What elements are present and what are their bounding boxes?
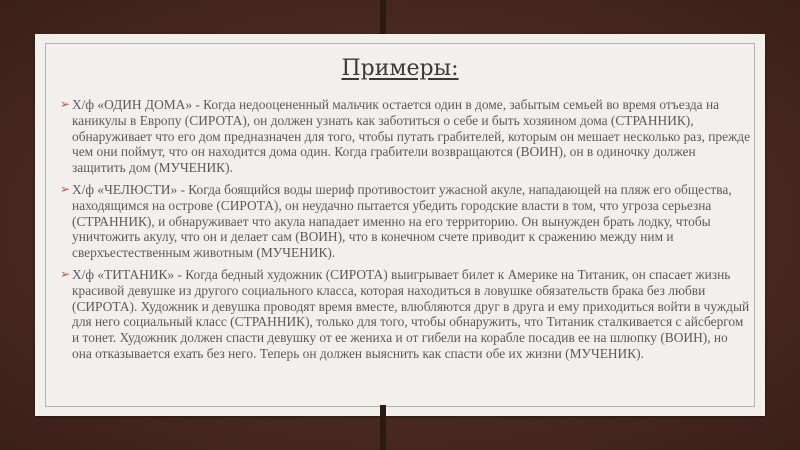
bullet-arrow-icon: ➢ bbox=[60, 181, 71, 196]
paragraph-text: Х/ф «ОДИН ДОМА» - Когда недооцененный мальчик остается один в доме, забытым семьей во время отъезда на каникулы в Европу (СИРОТА), он должен узнать как заботиться о себе и быть хозяином дома (СТРАННИК), обнаруживает что его дом предназначен для того, чтобы путать грабителей, которым он мешает несколько раз, прежде чем они поймут, что он находится дома один. Когда грабители возвращаются (ВОИН), он в одиночку должен защитить дом (МУЧЕНИК). bbox=[72, 97, 751, 176]
slide-content bbox=[60, 97, 750, 368]
slide-title: Примеры: bbox=[341, 56, 459, 81]
bullet-arrow-icon: ➢ bbox=[60, 266, 71, 281]
example-paragraph-jaws bbox=[60, 182, 750, 261]
bullet-arrow-icon: ➢ bbox=[60, 97, 71, 111]
paragraph-text: Х/ф «ЧЕЛЮСТИ» - Когда боящийся воды шериф противостоит ужасной акуле, нападающей на пляж его общества, находящимся на острове (СИРОТА), он неудачно пытается убедить городские власти в том, что угроза серьезна (СТРАННИК), и обнаруживает что акула нападает именно на его территорию. Он вынужден брать лодку, чтобы уничтожить акулу, что он и делает сам (ВОИН), что в конечном счете приводит к сражению между ним и сверхъестественным животным (МУЧЕНИК). bbox=[72, 181, 732, 261]
example-paragraph-home-alone bbox=[60, 97, 750, 176]
paragraph-text: Х/ф «ТИТАНИК» - Когда бедный художник (СИРОТА) выигрывает билет к Америке на Титаник, он спасает жизнь красивой девушке из другого социального класса, которая находиться в ловушке обязательств брака без любви (СИРОТА). Художник и девушка проводят время вместе, влюбляются друг в друга и ему приходиться войти в чуждый для него социальный класс (СТРАННИК), только для того, чтобы обнаружить, что Титаник сталкивается с айсбергом и тонет. Художник должен спасти девушку от ее жениха и от гибели на корабле посадив ее на шлюпку (ВОИН), но она отказывается ехать без него. Теперь он должен выяснить как спасти обе их жизни (МУЧЕНИК). bbox=[72, 266, 750, 361]
example-paragraph-titanic bbox=[60, 267, 750, 362]
bottom-binder-tab bbox=[380, 405, 386, 450]
